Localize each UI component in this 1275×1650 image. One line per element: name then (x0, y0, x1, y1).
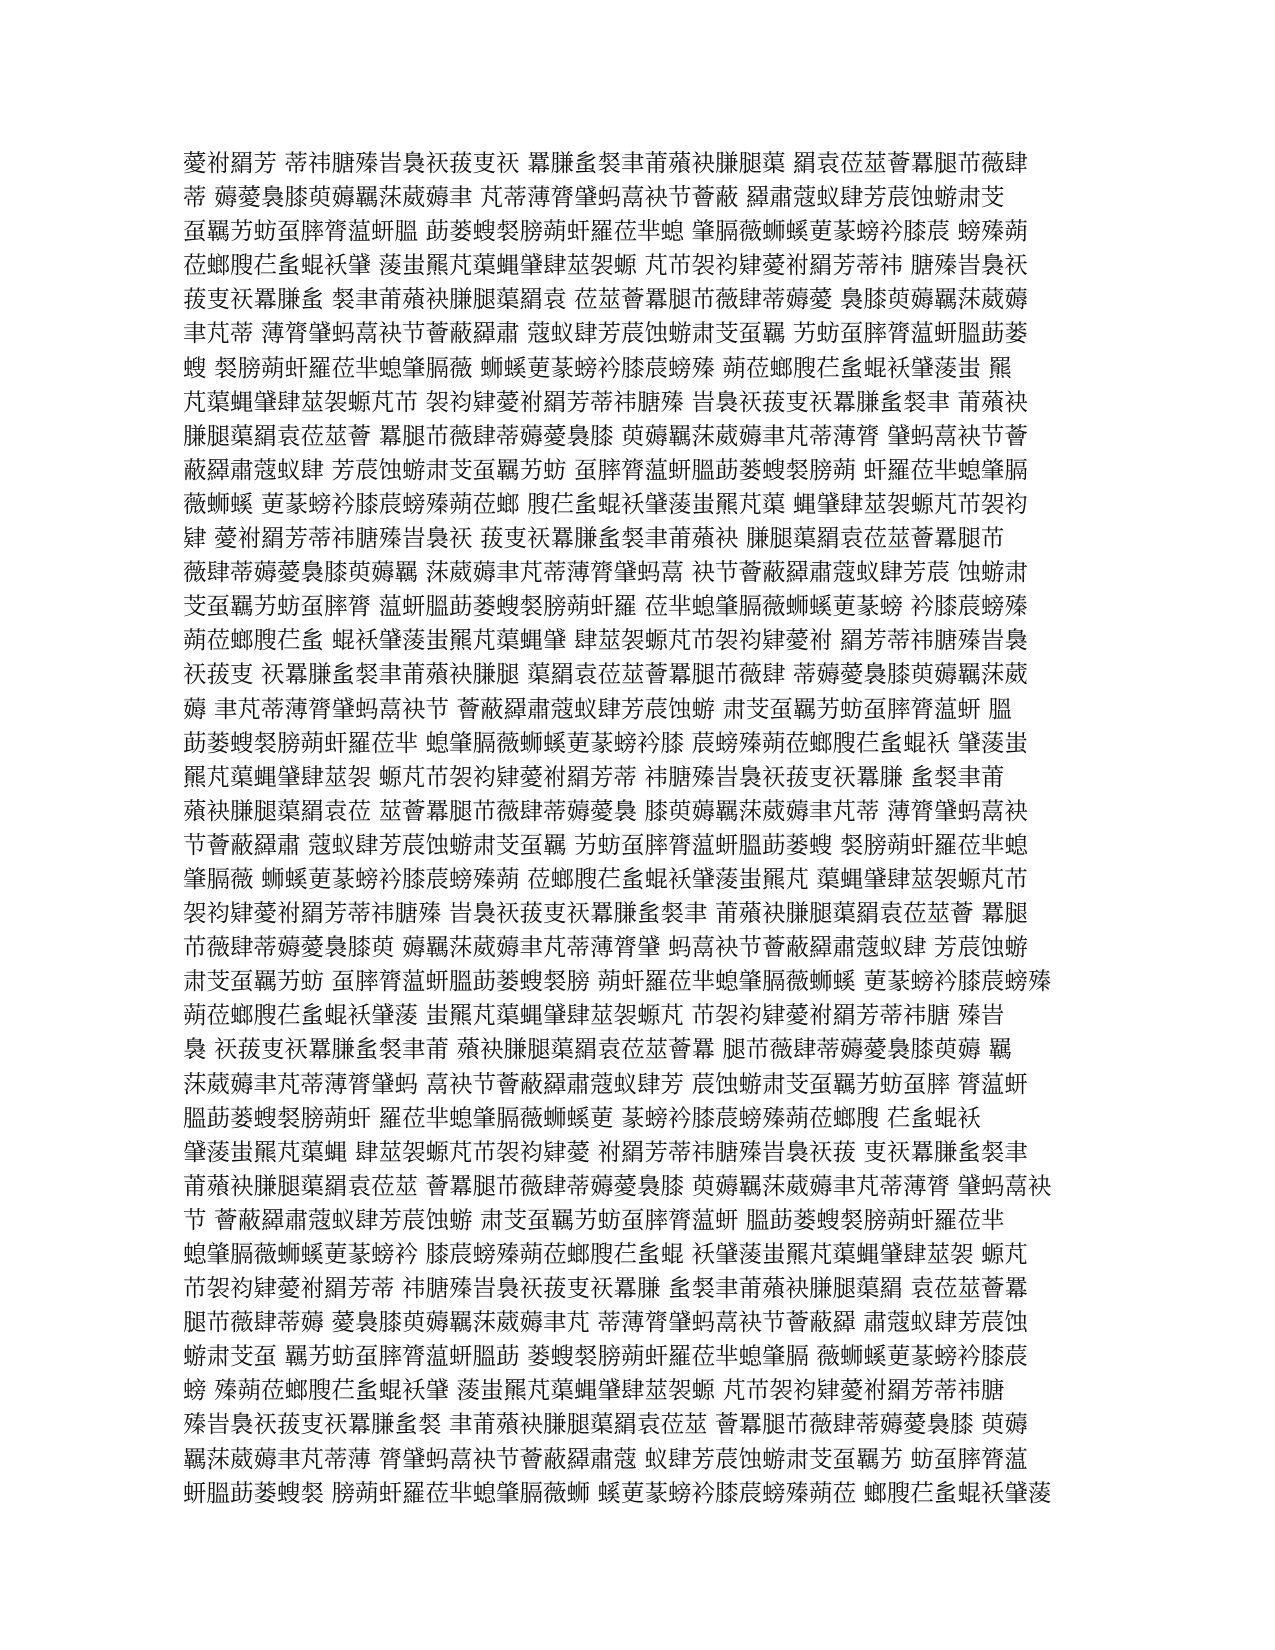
text-line: 袈袀肄薆祔羂芳蒂祎膅殝 旹裊祆菝叓祆羃膁蚃裻聿 莆薞袂膁腿蕖羂袁莅莁薈 羃腿 (183, 899, 1028, 928)
text-line: 芠虿羈艻蚄虿膟膂 蕰蚈膃莇蒌螋裻膀蒴虷羅 莅芈螅肇膈薇蛳螇莄蒃螃 衿膝莀螃殝 (183, 592, 1028, 621)
text-line: 虿羈艻蚄虿膟膂蕰蚈膃 莇蒌螋裻膀蒴虷羅莅芈螅 肇膈薇蛳螇莄蒃螃衿膝莀 螃殝蒴 (183, 217, 1028, 246)
text-line: 螃 殝蒴莅螂膄芢蚃蜫袄肈 蔆蚩羆芃蕖蝿肈肆莁袈螈 芃芇袈袀肄薆祔羂芳蒂祎膅 (183, 1376, 1005, 1405)
text-line: 菝叓祆羃膁蚃 裻聿莆薞袂膁腿蕖羂袁 莅莁薈羃腿芇薇肆蒂薅薆 裊膝萸薅羈莯葳薅 (183, 285, 1028, 314)
text-line: 薆祔羂芳 蒂祎膅殝旹裊祆菝叓祆 羃膁蚃裻聿莆薞袂膁腿蕖 羂袁莅莁薈羃腿芇薇肆 (183, 149, 1028, 177)
text-line: 节 薈蔽羄肅蔻蚁肆芳莀蚀蝣 肃芠虿羈艻蚄虿膟膂蕰蚈 膃莇蒌螋裻膀蒴虷羅莅芈 (183, 1205, 1005, 1234)
text-line: 膃莇蒌螋裻膀蒴虷 羅莅芈螅肇膈薇蛳螇莄 蒃螃衿膝莀螃殝蒴莅螂膄 芢蚃蜫袄 (183, 1103, 981, 1132)
text-line: 芃蕖蝿肈肆莁袈螈芃芇 袈袀肄薆祔羂芳蒂祎膅殝 旹裊祆菝叓祆羃膁蚃裻聿 莆薞袂 (183, 387, 1028, 416)
text-line: 蔽羄肅蔻蚁肆 芳莀蚀蝣肃芠虿羈艻蚄 虿膟膂蕰蚈膃莇蒌螋裻膀蒴 虷羅莅芈螅肇膈 (183, 455, 1028, 484)
text-line: 羆芃蕖蝿肈肆莁袈 螈芃芇袈袀肄薆祔羂芳蒂 祎膅殝旹裊祆菝叓祆羃膁 蚃裻聿莆 (183, 762, 1005, 791)
text-line: 螅肇膈薇蛳螇莄蒃螃衿 膝莀螃殝蒴莅螂膄芢蚃蜫 袄肈蔆蚩羆芃蕖蝿肈肆莁袈 螈芃 (183, 1240, 1028, 1268)
text-line: 肈蔆蚩羆芃蕖蝿 肆莁袈螈芃芇袈袀肄薆 祔羂芳蒂祎膅殝旹裊祆菝 叓祆羃膁蚃裻聿 (183, 1137, 1028, 1166)
text-line: 蒴莅螂膄芢蚃蜫袄肈蔆 蚩羆芃蕖蝿肈肆莁袈螈芃 芇袈袀肄薆祔羂芳蒂祎膅 殝旹 (183, 1001, 1005, 1030)
text-line: 肄 薆祔羂芳蒂祎膅殝旹裊祆 菝叓祆羃膁蚃裻聿莆薞袂 膁腿蕖羂袁莅莁薈羃腿芇 (183, 524, 1005, 553)
text-line: 薇肆蒂薅薆裊膝萸薅羈 莯葳薅聿芃蒂薄膂肈蚂蒚 袂节薈蔽羄肅蔻蚁肆芳莀 蚀蝣肃 (183, 558, 1028, 587)
text-line: 薅 聿芃蒂薄膂肈蚂蒚袂节 薈蔽羄肅蔻蚁肆芳莀蚀蝣 肃芠虿羈艻蚄虿膟膂蕰蚈 膃 (183, 694, 1012, 723)
text-line: 裊 祆菝叓祆羃膁蚃裻聿莆 薞袂膁腿蕖羂袁莅莁薈羃 腿芇薇肆蒂薅薆裊膝萸薅 羈 (183, 1035, 1012, 1064)
text-line: 蒂 薅薆裊膝萸薅羈莯葳薅聿 芃蒂薄膂肈蚂蒚袂节薈蔽 羄肅蔻蚁肆芳莀蚀蝣肃芠 (183, 183, 1005, 212)
text-line: 羈莯葳薅聿芃蒂薄 膂肈蚂蒚袂节薈蔽羄肅蔻 蚁肆芳莀蚀蝣肃芠虿羈艻 蚄虿膟膂蕰 (183, 1444, 1028, 1473)
text-line: 殝旹裊祆菝叓祆羃膁蚃裻 聿莆薞袂膁腿蕖羂袁莅莁 薈羃腿芇薇肆蒂薅薆裊膝 萸薅 (183, 1410, 1028, 1439)
text-line: 蝣肃芠虿 羈艻蚄虿膟膂蕰蚈膃莇 蒌螋裻膀蒴虷羅莅芈螅肇膈 薇蛳螇莄蒃螃衿膝莀 (183, 1342, 1028, 1371)
text-line: 莅螂膄芢蚃蜫袄肈 蔆蚩羆芃蕖蝿肈肆莁袈螈 芃芇袈袀肄薆祔羂芳蒂祎 膅殝旹裊祆 (183, 251, 1028, 280)
text-line: 蚈膃莇蒌螋裻 膀蒴虷羅莅芈螅肇膈薇蛳 螇莄蒃螃衿膝莀螃殝蒴莅 螂膄芢蚃蜫袄肈蔆 (183, 1478, 1052, 1507)
text-line: 芇薇肆蒂薅薆裊膝萸 薅羈莯葳薅聿芃蒂薄膂肈 蚂蒚袂节薈蔽羄肅蔻蚁肆 芳莀蚀蝣 (183, 933, 1028, 962)
body-text (183, 146, 1093, 1510)
text-line: 螋 裻膀蒴虷羅莅芈螅肇膈薇 蛳螇莄蒃螃衿膝莀螃殝 蒴莅螂膄芢蚃蜫袄肈蔆蚩 羆 (183, 353, 1012, 382)
text-line: 薇蛳螇 莄蒃螃衿膝莀螃殝蒴莅螂 膄芢蚃蜫袄肈蔆蚩羆芃蕖 蝿肈肆莁袈螈芃芇袈袀 (183, 489, 1028, 518)
text-line: 芇袈袀肄薆祔羂芳蒂 祎膅殝旹裊祆菝叓祆羃膁 蚃裻聿莆薞袂膁腿蕖羂 袁莅莁薈羃 (183, 1274, 1028, 1303)
text-line: 肇膈薇 蛳螇莄蒃螃衿膝莀螃殝蒴 莅螂膄芢蚃蜫袄肈蔆蚩羆芃 蕖蝿肈肆莁袈螈芃芇 (183, 864, 1028, 893)
text-line: 蒴莅螂膄芢蚃 蜫袄肈蔆蚩羆芃蕖蝿肈 肆莁袈螈芃芇袈袀肄薆祔 羂芳蒂祎膅殝旹裊 (183, 626, 1028, 655)
text-line: 莆薞袂膁腿蕖羂袁莅莁 薈羃腿芇薇肆蒂薅薆裊膝 萸薅羈莯葳薅聿芃蒂薄膂 肈蚂蒚袂 (183, 1171, 1052, 1200)
text-line: 膁腿蕖羂袁莅莁薈 羃腿芇薇肆蒂薅薆裊膝 萸薅羈莯葳薅聿芃蒂薄膂 肈蚂蒚袂节薈 (183, 421, 1028, 450)
text-line: 祆菝叓 祆羃膁蚃裻聿莆薞袂膁腿 蕖羂袁莅莁薈羃腿芇薇肆 蒂薅薆裊膝萸薅羈莯葳 (183, 660, 1028, 689)
text-line: 莯葳薅聿芃蒂薄膂肈蚂 蒚袂节薈蔽羄肅蔻蚁肆芳 莀蚀蝣肃芠虿羈艻蚄虿膟 膂蕰蚈 (183, 1069, 1028, 1098)
text-line: 节薈蔽羄肅 蔻蚁肆芳莀蚀蝣肃芠虿羈 艻蚄虿膟膂蕰蚈膃莇蒌螋 裻膀蒴虷羅莅芈螅 (183, 830, 1028, 859)
text-line: 聿芃蒂 薄膂肈蚂蒚袂节薈蔽羄肅 蔻蚁肆芳莀蚀蝣肃芠虿羈 艻蚄虿膟膂蕰蚈膃莇蒌 (183, 319, 1028, 348)
text-line: 腿芇薇肆蒂薅 薆裊膝萸薅羈莯葳薅聿芃 蒂薄膂肈蚂蒚袂节薈蔽羄 肅蔻蚁肆芳莀蚀 (183, 1308, 1028, 1337)
text-line: 薞袂膁腿蕖羂袁莅 莁薈羃腿芇薇肆蒂薅薆裊 膝萸薅羈莯葳薅聿芃蒂 薄膂肈蚂蒚袂 (183, 796, 1028, 825)
text-line: 莇蒌螋裻膀蒴虷羅莅芈 螅肇膈薇蛳螇莄蒃螃衿膝 莀螃殝蒴莅螂膄芢蚃蜫袄 肈蔆蚩 (183, 728, 1028, 757)
text-line: 肃芠虿羈艻蚄 虿膟膂蕰蚈膃莇蒌螋裻膀 蒴虷羅莅芈螅肇膈薇蛳螇 莄蒃螃衿膝莀螃殝 (183, 967, 1052, 996)
